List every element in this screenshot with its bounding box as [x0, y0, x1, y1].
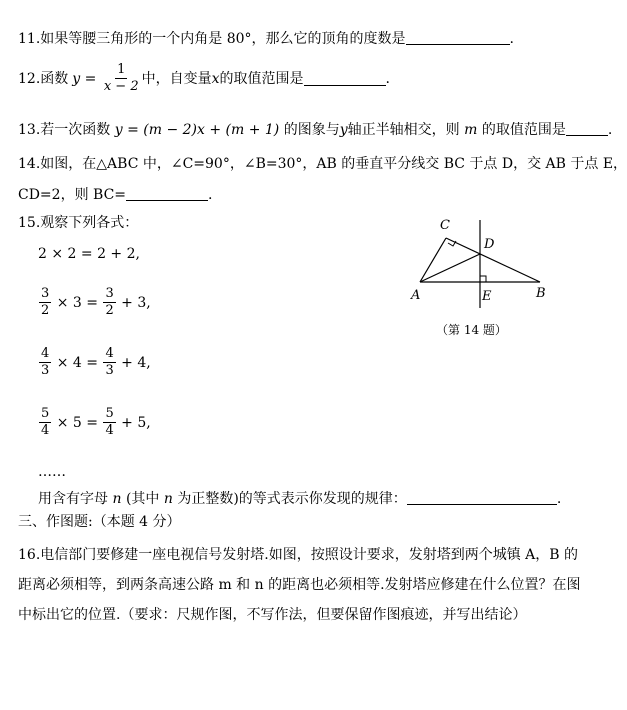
eq2-tail: + 3, [116, 294, 151, 311]
eq3-frac-a [39, 346, 51, 379]
q12-frac-den: x − 2 [103, 79, 139, 94]
q15-rule-line [38, 490, 561, 508]
eq4-a-den: 4 [41, 423, 50, 438]
q13-m: m [464, 122, 478, 138]
q12-eq: = [80, 70, 101, 87]
q13-number: 13. [18, 122, 41, 138]
q11-end: . [509, 31, 514, 47]
section-3-heading: 三、作图题:（本题 4 分） [18, 514, 181, 530]
label-b: B [536, 286, 546, 301]
q13-answer-blank[interactable] [566, 121, 608, 136]
q15-ellipsis: …… [38, 464, 66, 480]
question-13 [18, 121, 612, 139]
q12-post2: 的取值范围是 [219, 70, 304, 87]
label-d: D [484, 237, 495, 252]
question-11 [18, 30, 514, 48]
q14-answer-blank[interactable] [126, 186, 208, 201]
right-angle-mark-e [480, 276, 486, 282]
q13-expr: y = (m − 2)x + (m + 1) [114, 122, 280, 138]
eq4-frac-a [39, 406, 51, 439]
segment-ad [420, 254, 480, 282]
q15-rule-mid: (其中 [125, 491, 160, 507]
question-15-intro: 15.观察下列各式： [18, 215, 139, 231]
eq3-a-num: 4 [41, 346, 50, 361]
eq4-a-num: 5 [41, 406, 50, 421]
q12-x: x [211, 70, 220, 87]
eq4-b-num: 5 [105, 406, 114, 421]
label-e: E [482, 289, 492, 304]
q15-equation-1: 2 × 2 = 2 + 2, [38, 246, 140, 262]
q13-pre: 若一次函数 [40, 122, 111, 138]
q13-end: . [607, 122, 613, 138]
q15-equation-3 [38, 346, 151, 379]
question-16: 16.电信部门要修建一座电视信号发射塔.如图，按照设计要求，发射塔到两个城镇 A，B 的距离必须相等，到两条高速公路 m 和 n 的距离也必须相等.发射塔应修建在什么位置？在图中标出它的位置.（要求：尺规作图，不写作法，但要保留作图痕迹，并写出结论） [18, 547, 581, 623]
question-14-line-2 [18, 186, 212, 204]
q11-number: 11. [18, 31, 41, 47]
eq4-frac-b [103, 406, 115, 439]
q15-end: . [556, 491, 562, 507]
eq2-a-den: 2 [41, 303, 50, 318]
eq2-mid: × 3 = [52, 294, 103, 311]
q13-post2: 轴正半轴相交，则 [347, 122, 460, 138]
q15-equation-4 [38, 406, 151, 439]
q15-rule-post: 为正整数)的等式表示你发现的规律： [177, 491, 407, 507]
q12-answer-blank[interactable] [304, 71, 386, 86]
eq2-b-den: 2 [105, 303, 114, 318]
q15-n: n [112, 491, 122, 507]
eq3-b-den: 3 [105, 363, 114, 378]
q12-fraction [102, 62, 141, 95]
q11-text: 如果等腰三角形的一个内角是 80°，那么它的顶角的度数是 [40, 31, 406, 47]
q14-line2-text: CD=2，则 BC= [18, 187, 127, 203]
eq3-b-num: 4 [105, 346, 114, 361]
eq4-mid: × 5 = [52, 414, 103, 431]
q11-answer-blank[interactable] [406, 30, 510, 45]
label-c: C [440, 218, 450, 233]
q15-rule-pre: 用含有字母 [38, 491, 108, 507]
triangle-figure [400, 212, 560, 340]
eq4-b-den: 4 [105, 423, 114, 438]
eq3-frac-b [103, 346, 115, 379]
question-14-line-1: 14.如图，在△ABC 中，∠C=90°，∠B=30°，AB 的垂直平分线交 BC 于点 D，交 AB 于点 E， [18, 156, 627, 172]
eq3-a-den: 3 [41, 363, 50, 378]
q15-n2: n [163, 491, 173, 507]
eq2-frac-a [39, 286, 51, 319]
eq2-b-num: 3 [105, 286, 114, 301]
eq2-a-num: 3 [41, 286, 50, 301]
q12-number: 12. [18, 70, 41, 87]
q15-answer-blank[interactable] [407, 490, 557, 505]
figure-caption: （第 14 题） [436, 323, 507, 337]
eq4-tail: + 5, [116, 414, 151, 431]
question-12 [18, 62, 390, 95]
q12-frac-num: 1 [117, 62, 126, 77]
q13-post: 的图象与 [283, 122, 340, 138]
label-a: A [411, 288, 421, 303]
q15-equation-2 [38, 286, 151, 319]
eq3-tail: + 4, [116, 354, 151, 371]
eq3-mid: × 4 = [52, 354, 103, 371]
q14-end: . [208, 187, 213, 203]
q13-post3: 的取值范围是 [481, 122, 566, 138]
q12-end: . [385, 70, 390, 87]
q13-y: y [339, 122, 348, 138]
eq2-frac-b [103, 286, 115, 319]
q12-y: y [72, 70, 81, 87]
q12-pre: 函数 [40, 70, 69, 87]
q12-post: 中，自变量 [141, 70, 212, 87]
